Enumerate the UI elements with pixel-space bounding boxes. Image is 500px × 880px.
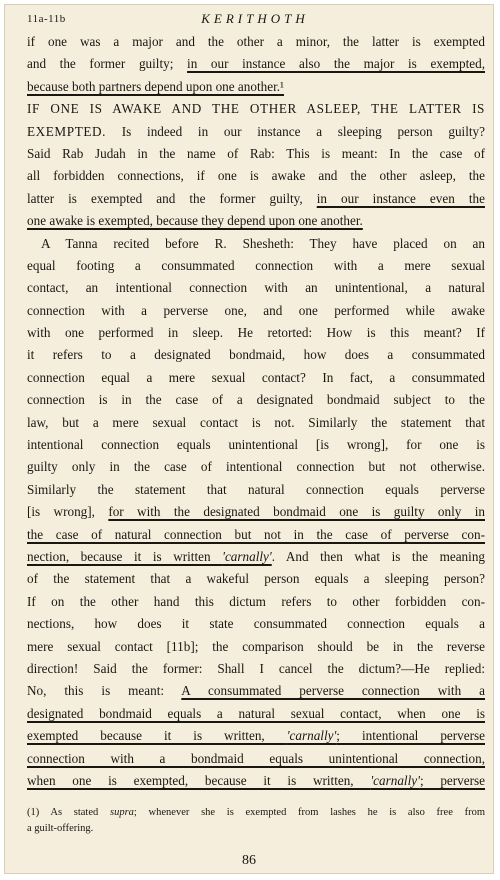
footnote-line: a guilt-offering. [27,823,94,834]
text-line: exempted because it is written, 'carnally'; intentional perverse [27,728,485,744]
running-title: KERITHOTH [201,11,309,26]
text-line: connection with a bondmaid equals unintentional connection, [27,750,485,766]
text-line: because both partners depend upon one another.¹ [27,78,284,94]
text-line: IF ONE IS AWAKE AND THE OTHER ASLEEP, THE LATTER IS [27,101,485,117]
text-line: Similarly the statement that natural connection equals perverse [27,481,485,497]
text-line: and the former guilty; in our instance also the major is exempted, [27,56,486,72]
text-line: nections, how does it state consummated connection equals a [27,616,485,632]
text-line: contact, an intentional connection with an unintentional, a natural [27,280,485,296]
text-line: law, but a mere sexual contact is not. Similarly the statement that [27,414,485,430]
text-line: Said Rab Judah in the name of Rab: This is meant: In the case of [27,145,485,161]
footnote-line: (1) As stated supra; whenever she is exempted from lashes he is also free from [27,807,485,818]
book-page [4,4,494,874]
text-line: [is wrong], for with the designated bondmaid one is guilty only in [27,504,485,520]
running-header [27,11,483,29]
text-line: guilty only in the case of intentional connection but not otherwise. [27,459,485,475]
text-line: connection with a perverse one, and one performed while awake [27,302,485,318]
text-body [27,31,485,792]
text-line: No, this is meant: A consummated perverse connection with a [27,683,485,699]
page-number: 86 [242,853,256,868]
text-line: one awake is exempted, because they depend upon one another. [27,213,363,229]
footnote [27,805,485,837]
text-line: intentional connection equals unintentional [is wrong], for one is [27,437,485,453]
text-line: when one is exempted, because it is written, 'carnally'; perverse [27,772,485,788]
text-line: latter is exempted and the former guilty, in our instance even the [27,190,485,206]
folio-reference: 11a-11b [27,13,66,25]
text-line: it refers to a designated bondmaid, how does a consummated [27,347,485,363]
text-line: of the statement that a wakeful person equals a sleeping person? [27,571,485,587]
text-line: A Tanna recited before R. Shesheth: They have placed on an [41,235,485,251]
text-line: with one performed in sleep. He retorted: How is this meant? If [27,325,485,341]
text-line: nection, because it is written 'carnally'. And then what is the meaning [27,548,486,564]
text-line: equal footing a consummated connection with a mere sexual [27,257,485,273]
text-line: direction! Said the former: Shall I cancel the dictum?—He replied: [27,660,485,676]
text-line: all forbidden connections, if one is awake and the other asleep, the [27,168,485,184]
text-line: connection equal a mere sexual contact? In fact, a consummated [27,369,485,385]
text-line: EXEMPTED. Is indeed in our instance a sleeping person guilty? [27,123,485,139]
text-line: designated bondmaid equals a natural sexual contact, when one is [27,705,485,721]
text-line: connection is in the case of a designated bondmaid subject to the [27,392,485,408]
text-line: the case of natural connection but not in the case of perverse con- [27,526,485,542]
text-line: if one was a major and the other a minor, the latter is exempted [27,34,485,49]
text-line: If on the other hand this dictum refers to other forbidden con- [27,593,485,609]
text-line: mere sexual contact [11b]; the comparison should be in the reverse [27,638,485,654]
